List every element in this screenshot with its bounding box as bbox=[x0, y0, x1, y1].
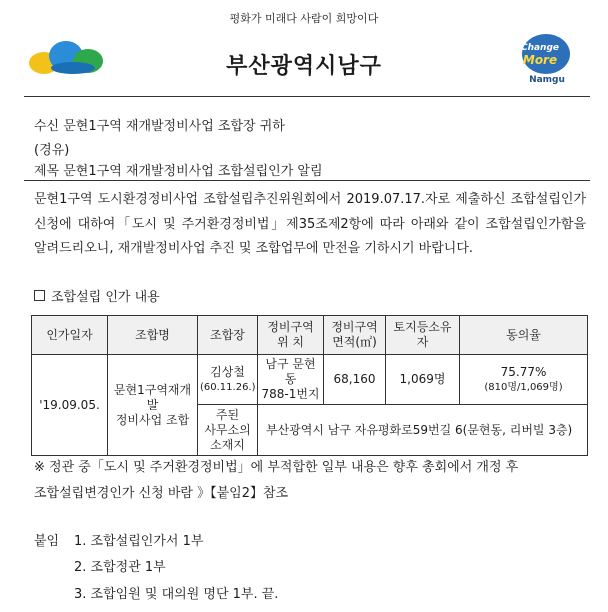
td-owners: 1,069명 bbox=[386, 355, 460, 405]
td-location bbox=[258, 355, 324, 405]
td-union-1: 문현1구역재개발 bbox=[113, 382, 192, 412]
header-rule bbox=[24, 96, 590, 97]
approval-table bbox=[31, 315, 588, 456]
recipient-line: 수신 문현1구역 재개발정비사업 조합장 귀하 bbox=[34, 119, 285, 134]
th-owners: 토지등소유자 bbox=[386, 316, 460, 355]
td-office-address: 부산광역시 남구 자유평화로59번길 6(문현동, 리버빌 3층) bbox=[258, 405, 588, 456]
note-paragraph: ※ 정관 중「도시 및 주거환경정비법」에 부적합한 일부 내용은 향후 총회에서 개정 후 조합설립변경인가 신청 바람 》【붙임2】참조 bbox=[34, 460, 519, 501]
td-head bbox=[198, 355, 258, 405]
td-office-label bbox=[198, 405, 258, 456]
th-location-1: 정비구역 bbox=[267, 320, 314, 334]
td-head-name: 김상철 bbox=[210, 364, 245, 379]
td-date: '19.09.05. bbox=[32, 355, 108, 456]
annex-item-text: 2. 조합정관 1부 bbox=[74, 560, 166, 575]
section-title bbox=[34, 286, 160, 305]
td-location-2: 788-1번지 bbox=[261, 387, 320, 401]
th-consent: 동의율 bbox=[460, 316, 588, 355]
table-header-row bbox=[32, 316, 588, 355]
th-union: 조합명 bbox=[108, 316, 198, 355]
td-consent bbox=[460, 355, 588, 405]
td-head-birth: (60.11.26.) bbox=[200, 381, 256, 393]
th-area-2: 면적(㎡) bbox=[332, 335, 377, 349]
td-consent-detail: (810명/1,069명) bbox=[484, 381, 563, 393]
td-office-label-1: 주된 bbox=[215, 407, 240, 422]
subject-line: 제목 문현1구역 재개발정비사업 조합설립인가 알림 bbox=[34, 164, 323, 179]
td-consent-pct: 75.77% bbox=[500, 364, 547, 379]
td-office-label-2: 사무소의 bbox=[204, 422, 251, 437]
motto: 평화가 미래다 사람이 희망이다 bbox=[229, 12, 379, 25]
annex-label: 붙임 bbox=[34, 534, 60, 549]
th-area bbox=[324, 316, 386, 355]
checkbox-square-icon bbox=[34, 290, 45, 301]
td-area: 68,160 bbox=[324, 355, 386, 405]
logo-line3: Namgu bbox=[529, 75, 565, 85]
section-title-text: 조합설립 인가 내용 bbox=[51, 290, 160, 305]
annex-item-1 bbox=[34, 530, 203, 549]
th-location bbox=[258, 316, 324, 355]
td-union bbox=[108, 355, 198, 456]
change-more-logo bbox=[516, 34, 578, 88]
td-location-1: 남구 문현동 bbox=[265, 357, 316, 386]
body-paragraph: 문현1구역 도시환경정비사업 조합설립추진위원회에서 2019.07.17.자로 제출하신 조합설립인가 신청에 대하여「도시 및 주거환경정비법」제35조제2항에 따라 아래와 같이 조합설립인가함을 알려드리오니, 재개발정비사업 추진 및 조합업무에 만전을 기하시기 바랍니다. bbox=[34, 192, 586, 256]
annex-item-3 bbox=[34, 583, 278, 602]
org-title: 부산광역시남구 bbox=[226, 54, 382, 79]
logo-line2: More bbox=[522, 53, 558, 67]
th-location-2: 위 치 bbox=[277, 335, 304, 349]
th-head: 조합장 bbox=[198, 316, 258, 355]
table-row bbox=[32, 355, 588, 405]
th-area-1: 정비구역 bbox=[331, 320, 378, 334]
td-office-label-3: 소재지 bbox=[210, 437, 245, 452]
td-union-2: 정비사업 조합 bbox=[115, 412, 190, 427]
annex-item-2 bbox=[34, 556, 166, 575]
subject-rule bbox=[24, 180, 590, 181]
annex-item-text: 1. 조합설립인가서 1부 bbox=[74, 534, 204, 549]
logo-line1: Change bbox=[520, 43, 560, 53]
annex-item-text: 3. 조합임원 및 대의원 명단 1부. 끝. bbox=[74, 587, 279, 602]
th-date: 인가일자 bbox=[32, 316, 108, 355]
via-line: (경유) bbox=[34, 143, 70, 158]
